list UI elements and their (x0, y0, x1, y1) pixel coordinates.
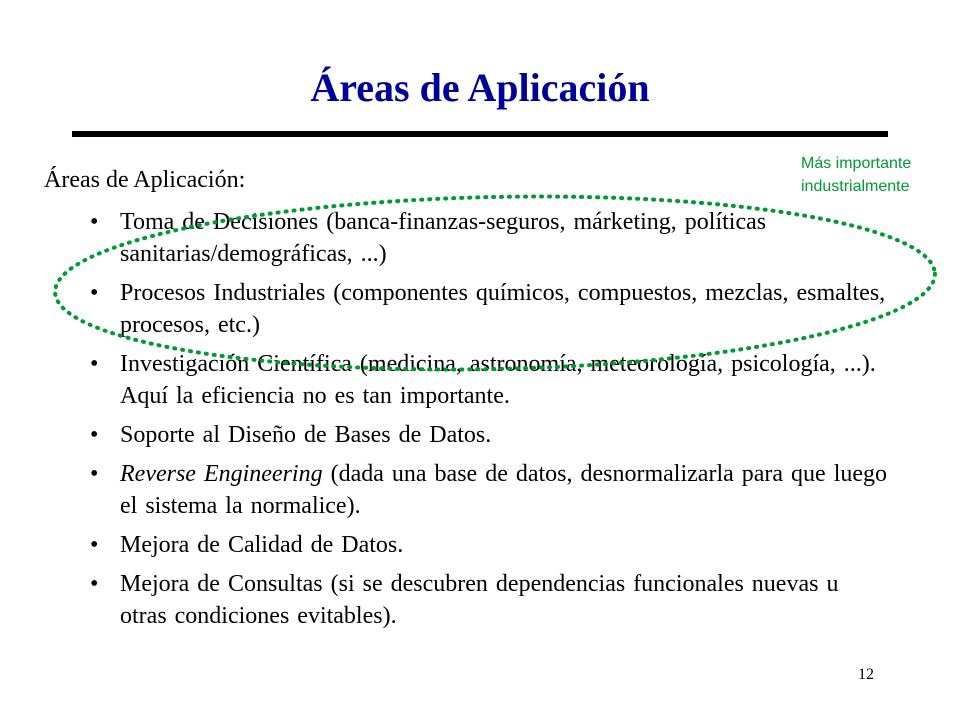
bullet-text: Toma de Decisiones (banca-finanzas-seguros, márketing, políticas sanitarias/demográficas, ...) (120, 209, 767, 267)
bullet-icon: • (90, 209, 99, 235)
bullet-icon: • (90, 422, 99, 448)
bullet-item-investigacion (88, 348, 888, 412)
title-divider (72, 131, 888, 137)
bullet-icon: • (90, 280, 99, 306)
bullet-icon: • (90, 571, 99, 597)
bullet-item-reverse (88, 458, 888, 522)
bullet-lead-italic: Reverse Engineering (120, 461, 323, 487)
page-number: 12 (858, 666, 874, 683)
slide-title: Áreas de Aplicación (310, 65, 650, 110)
side-note-line-1: Más importante (801, 155, 912, 172)
side-note-line-2: industrialmente (801, 178, 910, 195)
bullet-icon: • (90, 461, 99, 487)
bullet-text: Procesos Industriales (componentes químicos, compuestos, mezclas, esmaltes, procesos, etc.) (120, 280, 886, 338)
bullet-text: Investigación Científica (medicina, astronomía, meteorología, psicología, ...). Aquí la eficiencia no es tan importante. (120, 351, 876, 409)
bullet-text: (dada una base de datos, desnormalizarla para que luego el sistema la normalice). (120, 461, 888, 519)
bullet-icon: • (90, 532, 99, 558)
bullet-text: Mejora de Consultas (si se descubren dependencias funcionales nuevas u otras condiciones evitables). (120, 571, 839, 629)
bullet-item-procesos (88, 277, 888, 341)
bullet-text: Soporte al Diseño de Bases de Datos. (120, 422, 492, 448)
bullet-item-diseno (88, 419, 888, 451)
bullet-list (88, 206, 888, 639)
side-note (801, 152, 951, 198)
bullet-icon: • (90, 351, 99, 377)
bullet-text: Mejora de Calidad de Datos. (120, 532, 404, 558)
bullet-item-decisiones (88, 206, 888, 270)
content-heading: Áreas de Aplicación: (44, 167, 246, 193)
bullet-item-calidad (88, 529, 888, 561)
bullet-item-consultas (88, 568, 888, 632)
